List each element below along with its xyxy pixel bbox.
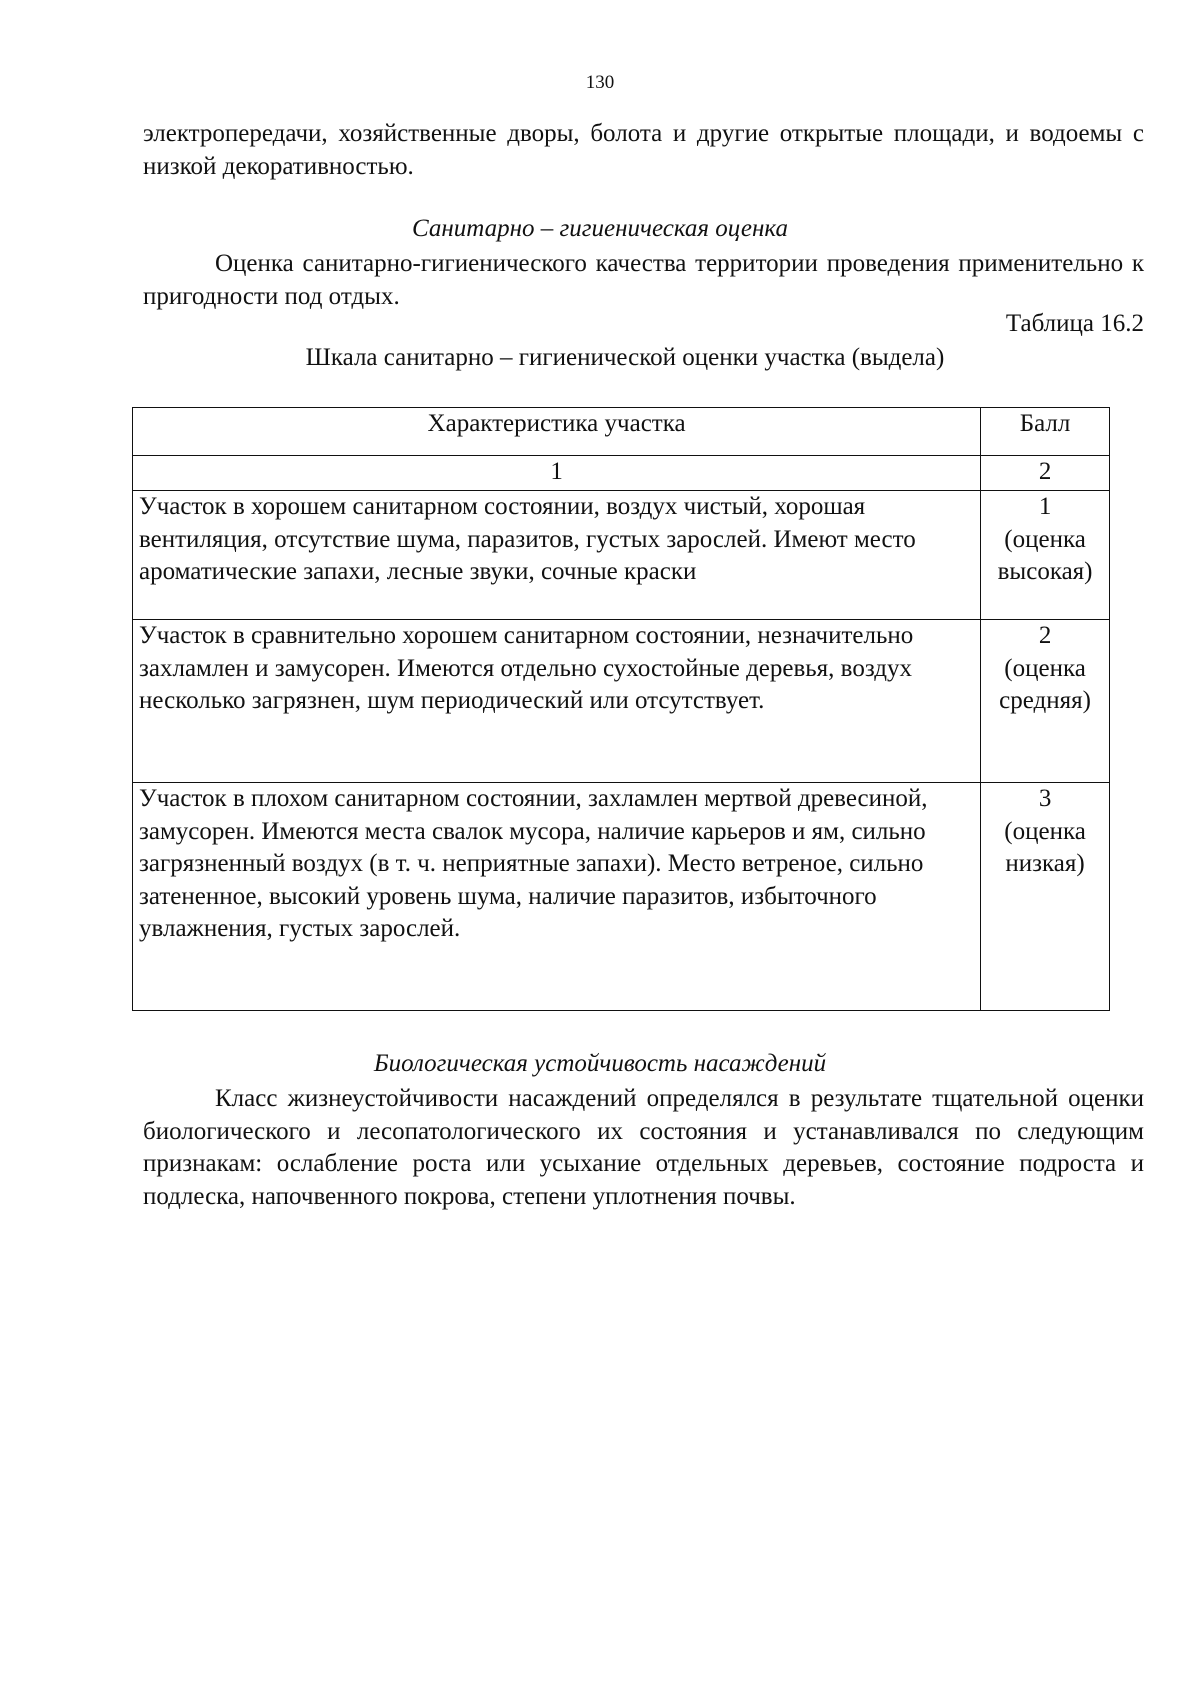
row-characteristic: Участок в хорошем санитарном состоянии, воздух чистый, хорошая вентиляция, отсутствие шума, паразитов, густых зарослей. Имеют место ароматические запахи, лесные звуки, сочные краски — [133, 491, 981, 620]
column-number-1: 1 — [133, 456, 981, 491]
row-characteristic: Участок в сравнительно хорошем санитарном состоянии, незначительно захламлен и замусорен. Имеются отдельно сухостойные деревья, воздух несколько загрязнен, шум периодический или отсутствует. — [133, 620, 981, 783]
header-characteristic: Характеристика участка — [133, 408, 981, 456]
column-number-row — [133, 456, 1110, 491]
row-score-note: (оценка высокая) — [997, 525, 1093, 585]
row-score-note: (оценка средняя) — [999, 654, 1091, 714]
biological-paragraph: Класс жизнеустойчивости насаждений определялся в результате тщательной оценки биологического и лесопатологического их состояния и устанавливался по следующим признакам: ослабление роста или усыхание отдельных деревьев, состояние подроста и подлеска, напочвенного покрова, степени уплотнения почвы. — [143, 1085, 1144, 1210]
row-characteristic: Участок в плохом санитарном состоянии, захламлен мертвой древесиной, замусорен. Имеются места свалок мусора, наличие карьеров и ям, сильно загрязненный воздух (в т. ч. неприятные запахи). Место ветреное, сильно затененное, высокий уровень шума, наличие паразитов, избыточного увлажнения, густых зарослей. — [133, 783, 981, 1011]
table-row — [133, 620, 1110, 783]
header-score: Балл — [981, 408, 1110, 456]
table-caption: Шкала санитарно – гигиенической оценки участка (выдела) — [305, 344, 945, 371]
table-header-row — [133, 408, 1110, 456]
page-number: 130 — [585, 72, 615, 93]
row-score: 3 — [1038, 785, 1052, 812]
row-score-cell — [981, 783, 1110, 1011]
table-row — [133, 491, 1110, 620]
column-number-2: 2 — [981, 456, 1110, 491]
sanitary-score-table — [132, 407, 1110, 1011]
intro-paragraph: электропередачи, хозяйственные дворы, болота и другие открытые площади, и водоемы с низкой декоративностью. — [143, 120, 1144, 180]
table-label: Таблица 16.2 — [1005, 310, 1144, 337]
row-score-note: (оценка низкая) — [1004, 817, 1086, 877]
row-score-cell — [981, 491, 1110, 620]
row-score: 1 — [1038, 493, 1052, 520]
sanitary-paragraph: Оценка санитарно-гигиенического качества территории проведения применительно к пригодности под отдых. — [143, 250, 1144, 310]
row-score-cell — [981, 620, 1110, 783]
section-heading-biological: Биологическая устойчивость насаждений — [373, 1050, 827, 1077]
table-row — [133, 783, 1110, 1011]
row-score: 2 — [1038, 622, 1052, 649]
section-heading-sanitary: Санитарно – гигиеническая оценка — [412, 215, 788, 242]
